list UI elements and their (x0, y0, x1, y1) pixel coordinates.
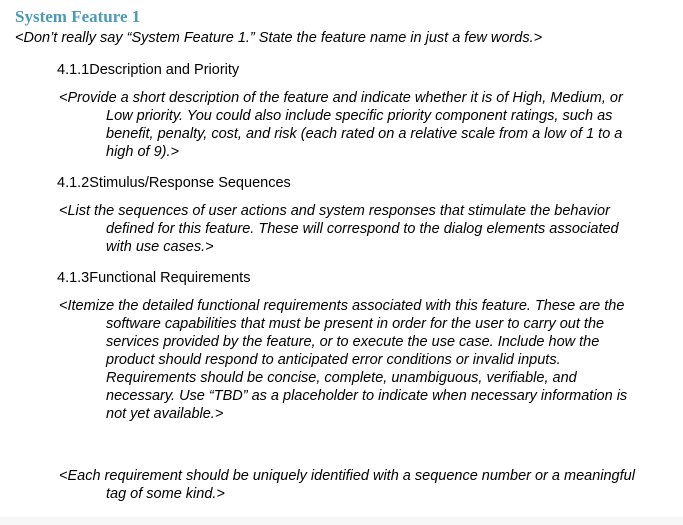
description-and-priority-instructions (59, 89, 651, 161)
feature-name-instruction: <Don’t really say “System Feature 1.” State the feature name in just a few words.> (15, 30, 543, 46)
instruction-line: with use cases.> (106, 239, 214, 255)
instruction-line: <Each requirement should be uniquely identified with a sequence number or a meaningful (59, 468, 635, 484)
requirement-identification-instructions (59, 467, 651, 503)
instruction-line: software capabilities that must be present in order for the user to carry out the (106, 316, 605, 332)
instruction-line: tag of some kind.> (106, 486, 225, 502)
stimulus-response-instructions (59, 202, 651, 256)
instruction-line: <List the sequences of user actions and system responses that stimulate the behavior (59, 203, 610, 219)
instruction-line: services provided by the feature, or to execute the use case. Include how the (106, 334, 600, 350)
instruction-line: Requirements should be concise, complete, unambiguous, verifiable, and (106, 370, 577, 386)
instruction-line: benefit, penalty, cost, and risk (each rated on a relative scale from a low of 1 to a (106, 126, 623, 142)
page-bottom-edge (0, 517, 683, 525)
instruction-line: <Provide a short description of the feature and indicate whether it is of High, Medium, or (59, 90, 623, 106)
heading-stimulus-response-sequences: 4.1.2Stimulus/Response Sequences (57, 175, 291, 191)
functional-requirements-instructions (59, 297, 651, 423)
instruction-line: defined for this feature. These will correspond to the dialog elements associated (106, 221, 619, 237)
instruction-line: product should respond to anticipated error conditions or invalid inputs. (106, 352, 561, 368)
feature-title: System Feature 1 (15, 7, 141, 26)
instruction-line: Low priority. You could also include specific priority component ratings, such as (106, 108, 613, 124)
heading-description-and-priority: 4.1.1Description and Priority (57, 62, 240, 78)
instruction-line: <Itemize the detailed functional requirements associated with this feature. These are the (59, 298, 625, 314)
instruction-line: high of 9).> (106, 144, 179, 160)
heading-functional-requirements: 4.1.3Functional Requirements (57, 270, 251, 286)
instruction-line: necessary. Use “TBD” as a placeholder to indicate when necessary information is (106, 388, 628, 404)
instruction-line: not yet available.> (106, 406, 224, 422)
